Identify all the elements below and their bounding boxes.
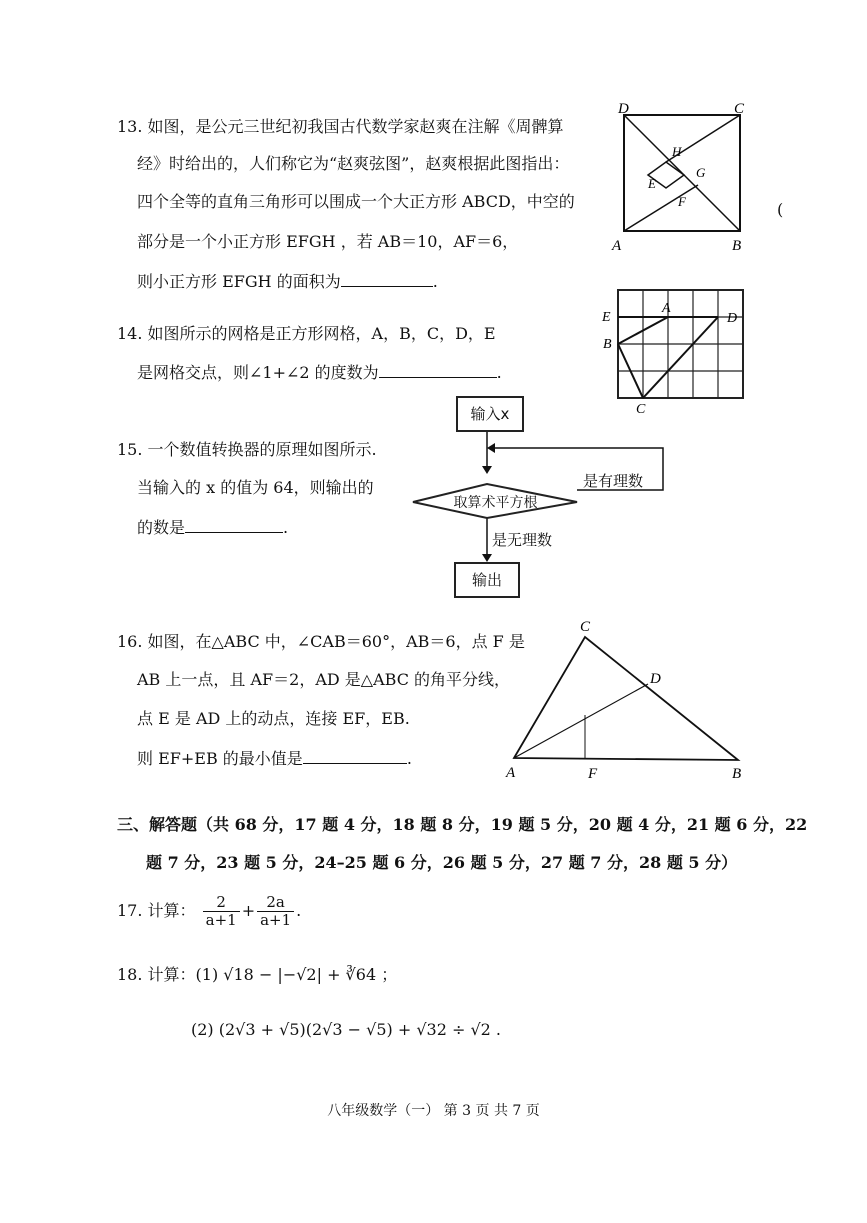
q17-fraction-2 — [257, 894, 294, 929]
q15-question-text: 的数是 — [137, 518, 186, 537]
label-f: F — [678, 194, 686, 209]
q17-fraction-1-denominator: a+1 — [205, 911, 237, 929]
q16-period: . — [406, 749, 412, 768]
label-a: A — [662, 301, 671, 316]
section-3-line-2: 题 7 分，23 题 5 分，24–25 题 6 分，26 题 5 分，27 题 7 分，28 题 5 分） — [146, 853, 738, 872]
q17-period: . — [296, 901, 302, 920]
q14-line-2 — [137, 361, 502, 383]
q17-fraction-1-numerator: 2 — [203, 894, 240, 912]
q18-part-1: (1) √18 − |−√2| + ∛64 ； — [195, 965, 398, 984]
segment-c-d — [643, 317, 718, 398]
q13-line-1: 13. 如图，是公元三世纪初我国古代数学家赵爽在注解《周髀算 — [117, 117, 564, 136]
margin-mark: ( — [777, 200, 784, 219]
page-footer: 八年级数学（一） 第 3 页 共 7 页 — [327, 1103, 540, 1119]
label-e: E — [648, 176, 656, 191]
q15-line-1: 15. 一个数值转换器的原理如图所示. — [117, 440, 377, 459]
q14-line-1: 14. 如图所示的网格是正方形网格，A，B，C，D，E — [117, 324, 496, 343]
q18-line-1 — [117, 965, 397, 985]
bisector-ad — [514, 684, 648, 758]
label-c: C — [636, 402, 646, 417]
q14-answer-blank[interactable] — [379, 361, 497, 378]
q17-plus: + — [241, 901, 256, 920]
q13-question-text: 则小正方形 EFGH 的面积为 — [137, 272, 341, 291]
label-c: C — [734, 101, 745, 117]
q15-line-3 — [137, 516, 288, 538]
label-d: D — [650, 671, 661, 687]
q13-answer-blank[interactable] — [341, 270, 433, 287]
q17-fraction-2-denominator: a+1 — [260, 911, 292, 929]
q13-line-5 — [137, 270, 438, 292]
q18-label: 18. 计算： — [117, 965, 196, 984]
label-d: D — [618, 101, 629, 117]
label-b: B — [603, 337, 612, 352]
label-d: D — [727, 311, 738, 326]
grid-lines — [618, 290, 743, 398]
flow-input-box: 输入x — [456, 396, 524, 432]
q14-question-text: 是网格交点，则∠1+∠2 的度数为 — [137, 363, 379, 382]
label-g: G — [696, 165, 706, 180]
flow-irrational-label: 是无理数 — [492, 531, 553, 549]
q17-fraction-1 — [203, 894, 240, 929]
flow-process-label: 取算术平方根 — [453, 495, 538, 511]
q15-answer-blank[interactable] — [185, 516, 283, 533]
q15-line-2: 当输入的 x 的值为 64，则输出的 — [137, 478, 374, 497]
label-b: B — [732, 238, 742, 254]
label-b: B — [732, 766, 742, 782]
label-a: A — [506, 765, 516, 781]
q15-period: . — [283, 518, 289, 537]
q13-line-4: 部分是一个小正方形 EFGH ，若 AB＝10，AF＝6， — [137, 232, 519, 251]
triangle-abc — [514, 637, 738, 760]
label-f: F — [588, 766, 598, 782]
q13-line-3: 四个全等的直角三角形可以围成一个大正方形 ABCD，中空的 — [137, 192, 575, 211]
label-h: H — [672, 144, 682, 159]
q14-period: . — [496, 363, 502, 382]
label-a: A — [612, 238, 622, 254]
q16-line-1: 16. 如图，在△ABC 中，∠CAB＝60°，AB＝6，点 F 是 — [117, 632, 525, 651]
q16-line-4 — [137, 747, 412, 769]
q16-figure — [500, 615, 755, 787]
flow-output-box: 输出 — [454, 562, 520, 598]
q13-period: . — [432, 272, 438, 291]
section-3-line-1: 三、解答题（共 68 分，17 题 4 分，18 题 8 分，19 题 5 分，20 题 4 分，21 题 6 分，22 — [117, 815, 808, 834]
label-e: E — [602, 310, 611, 325]
line-a-f — [624, 185, 698, 231]
q16-answer-blank[interactable] — [303, 747, 407, 764]
label-c: C — [580, 619, 591, 635]
q16-line-3: 点 E 是 AD 上的动点，连接 EF，EB. — [137, 709, 410, 728]
q13-line-2: 经》时给出的，人们称它为“赵爽弦图”，赵爽根据此图指出： — [137, 154, 570, 173]
q16-line-2: AB 上一点，且 AF＝2，AD 是△ABC 的角平分线， — [137, 670, 511, 689]
q18-part-2: (2) (2√3 + √5)(2√3 − √5) + √32 ÷ √2 . — [191, 1020, 501, 1039]
q16-question-text: 则 EF+EB 的最小值是 — [137, 749, 303, 768]
flow-rational-label: 是有理数 — [583, 472, 644, 490]
q13-figure — [608, 100, 758, 260]
q17-label: 17. 计算： — [117, 901, 196, 920]
q17-fraction-2-numerator: 2a — [257, 894, 294, 912]
q17 — [117, 888, 301, 934]
